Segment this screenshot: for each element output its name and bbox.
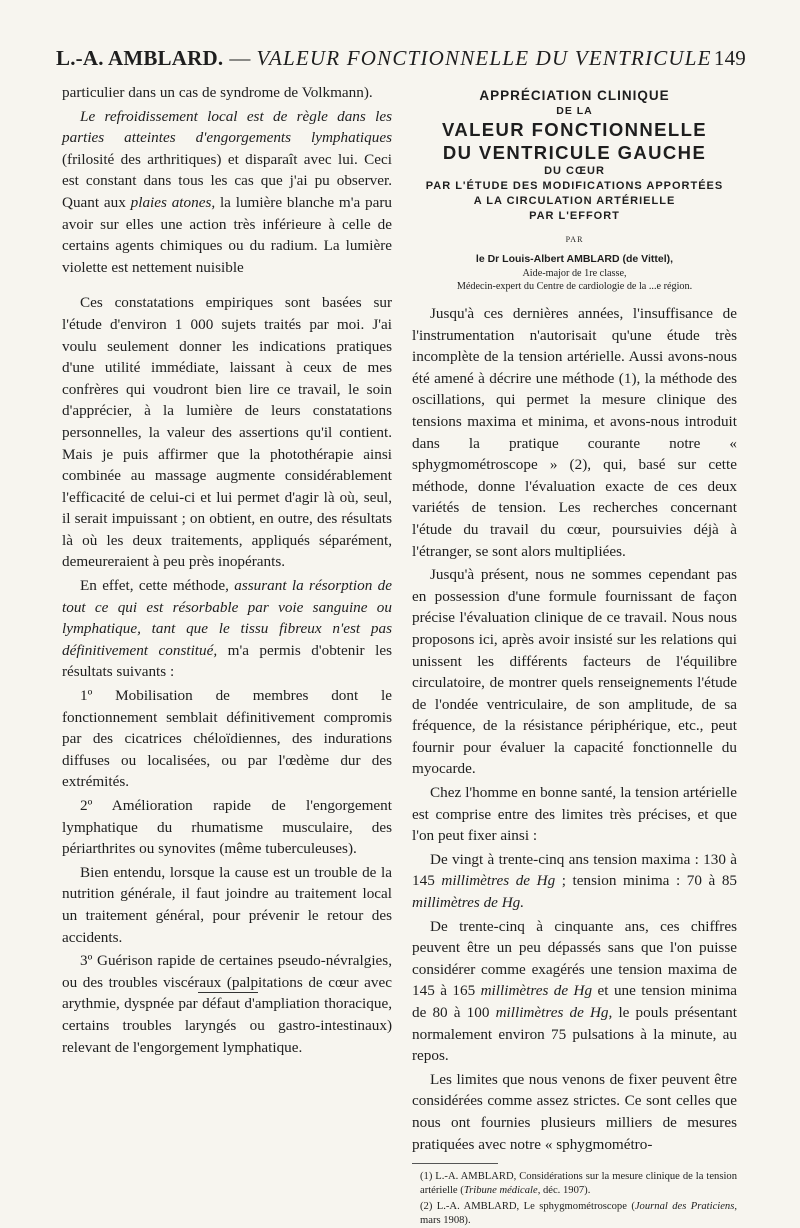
left-column bbox=[62, 82, 392, 1060]
emphasis: millimètres de Hg. bbox=[412, 894, 525, 912]
emphasis: Journal des Praticiens bbox=[634, 1201, 735, 1213]
article-title-line: DU CŒUR bbox=[544, 165, 605, 177]
paragraph: En effet, cette méthode, assurant la résorption de tout ce qui est résorbable par voie sanguine ou lymphatique, tant que le tissu fibreux n'est pas définitivement constitué, m'a permis d'obtenir les résultats suivants : bbox=[62, 577, 392, 681]
paragraph: Les limites que nous venons de fixer peuvent être considérées comme assez strictes. Ce sont celles que nous ont fournies plusieurs milliers de mesures pratiquées avec notre « sphygmométro- bbox=[412, 1070, 737, 1153]
article-heading bbox=[412, 88, 737, 293]
right-column bbox=[412, 82, 737, 1228]
footnote-rule bbox=[412, 1163, 498, 1164]
paragraph: Jusqu'à ces dernières années, l'insuffisance de l'instrumentation n'autorisait qu'une étude très incomplète de la tension artérielle. Aussi avons-nous été amené à décrire une méthode (1), la méthode des oscillations, qui permet la mesure clinique des tensions maxima et minima, et avons-nous introduit dans la pratique courante notre « sphygmométroscope » (2), qui, basé sur cette méthode, donne l'évaluation exacte de ces deux variétés de tension. Les recherches concernant l'étude du travail du cœur, poursuivies déjà à l'étranger, se sont alors multipliées. bbox=[412, 305, 737, 560]
emphasis: millimètres de Hg, bbox=[495, 1004, 613, 1021]
author-affiliation: Médecin-expert du Centre de cardiologie de la ...e région. bbox=[456, 281, 693, 292]
byline-par: PAR bbox=[565, 235, 584, 244]
article-author: le Dr Louis-Albert AMBLARD (de Vittel), bbox=[475, 253, 674, 265]
running-header bbox=[56, 46, 746, 71]
emphasis: millimètres de Hg bbox=[480, 982, 593, 1000]
paragraph: De trente-cinq à cinquante ans, ces chiffres peuvent être un peu dépassés sans que l'on puisse considérer comme exagérés une tension maxima de 145 à 165 millimètres de Hg et une tension minima de 80 à 100 millimètres de Hg, le pouls présentant normalement environ 75 pulsations à la minute, au repos. bbox=[412, 917, 737, 1065]
article-title-line: DE LA bbox=[556, 105, 593, 117]
header-dash: — bbox=[229, 46, 251, 70]
section-divider bbox=[198, 992, 258, 993]
paragraph: particulier dans un cas de syndrome de Volkmann). bbox=[62, 84, 373, 101]
list-item: 2º Amélioration rapide de l'engorgement lymphatique du rhumatisme musculaire, des périarthrites ou synovites (même tuberculeuses). bbox=[62, 797, 392, 858]
emphasis: plaies atones, bbox=[130, 193, 216, 211]
article-title-line: APPRÉCIATION CLINIQUE bbox=[479, 88, 670, 103]
article-title-line: VALEUR FONCTIONNELLE bbox=[441, 119, 708, 140]
emphasis: Le refroidissement local est de règle dans les parties atteintes d'engorgements lymphatiques bbox=[62, 107, 392, 147]
emphasis: assurant la résorption de tout ce qui est résorbable par voie sanguine ou lymphatique, tant que le tissu fibreux n'est pas définitivement constitué, bbox=[62, 577, 392, 659]
emphasis: millimètres de Hg bbox=[441, 872, 556, 890]
article-title-line: A LA CIRCULATION ARTÉRIELLE bbox=[473, 195, 676, 207]
paragraph: Ces constatations empiriques sont basées sur l'étude d'environ 1 000 sujets traités par moi. J'ai voulu seulement donner les indications pratiques d'une utilité immédiate, laissant à ceux de mes confrères qui voudront bien lire ce travail, le soin d'apprécier, à la lumière de leurs constatations personnelles, la valeur des assertions qu'il contient. Mais je puis affirmer que la photothérapie ainsi combinée au massage augmente considérablement l'efficacité de celui-ci et lui permet d'agir là où, seul, il serait impuissant ; on obtient, en outre, des résultats là où les deux traitements, appliqués séparément, demeureraient à peu près inopérants. bbox=[62, 294, 392, 571]
author-affiliation: Aide-major de 1re classe, bbox=[522, 268, 627, 279]
article-title-line: PAR L'ÉTUDE DES MODIFICATIONS APPORTÉES bbox=[425, 180, 724, 192]
list-item: 1º Mobilisation de membres dont le fonctionnement semblait définitivement compromis par des cicatrices chéloïdiennes, des indurations diffuses ou localisées, ou par l'œdème dur des extrémités. bbox=[62, 687, 392, 791]
page-number: 149 bbox=[713, 46, 746, 70]
header-title: VALEUR FONCTIONNELLE DU VENTRICULE bbox=[256, 46, 712, 70]
paragraph: Jusqu'à présent, nous ne sommes cependant pas en possession d'une formule fournissant de façon précise l'évaluation clinique de ce travail. Nous nous proposons ici, après avoir insisté sur les relations qui unissent les différents facteurs de l'équilibre circulatoire, de montrer quels renseignements l'étude de l'ondée ventriculaire, de son amplitude, de sa fréquence, de la résistance périphérique, etc., peut fournir pour évaluer la capacité fonctionnelle du myocarde. bbox=[412, 566, 737, 778]
paragraph: Bien entendu, lorsque la cause est un trouble de la nutrition générale, il faut joindre au traitement local un traitement général, pour prévenir le retour des accidents. bbox=[62, 863, 392, 946]
footnote: (1) L.-A. AMBLARD, Considérations sur la mesure clinique de la tension artérielle (Tribune médicale, déc. 1907). bbox=[420, 1171, 737, 1197]
list-item: 3º Guérison rapide de certaines pseudo-névralgies, ou des troubles viscéraux (palpitations de cœur avec arythmie, dyspnée par défaut d'ampliation thoracique, certains troubles laryngés ou gastro-intestinaux) relevant de l'engorgement lymphatique. bbox=[62, 952, 392, 1056]
paragraph: De vingt à trente-cinq ans tension maxima : 130 à 145 millimètres de Hg ; tension minima : 70 à 85 millimètres de Hg. bbox=[412, 850, 738, 912]
paragraph: Chez l'homme en bonne santé, la tension artérielle est comprise entre des limites très précises, et que l'on peut fixer ainsi : bbox=[412, 784, 737, 845]
paragraph: Le refroidissement local est de règle dans les parties atteintes d'engorgements lymphatiques (frilosité des arthritiques) et disparaît avec lui. Ceci est constant dans tous les cas que j'ai pu observer. Quant aux plaies atones, la lumière blanche m'a paru avoir sur elles une action très inférieure à celle de certains agents chimiques ou du radium. La lumière violette est nettement nuisible bbox=[62, 107, 392, 276]
article-title-line: DU VENTRICULE GAUCHE bbox=[442, 142, 707, 163]
footnote: (2) L.-A. AMBLARD, Le sphygmométroscope (Journal des Praticiens, mars 1908). bbox=[420, 1201, 737, 1227]
emphasis: Tribune médicale bbox=[463, 1185, 538, 1197]
header-author: L.-A. AMBLARD. bbox=[56, 46, 224, 70]
article-title-line: PAR L'EFFORT bbox=[529, 210, 620, 222]
